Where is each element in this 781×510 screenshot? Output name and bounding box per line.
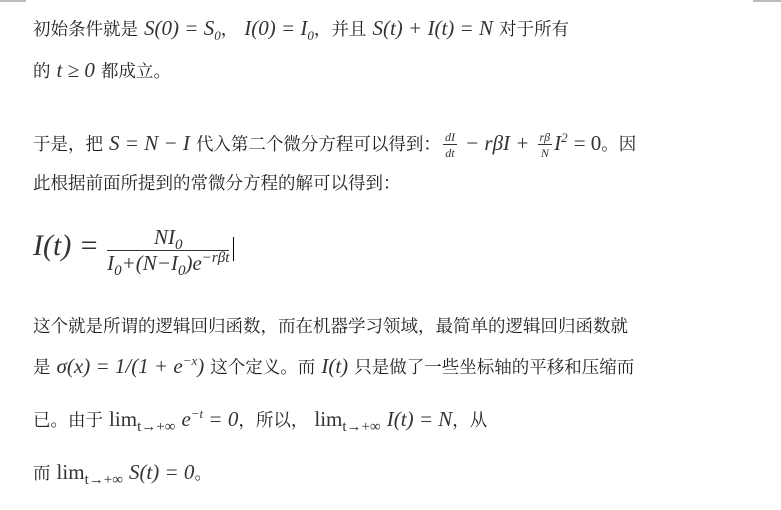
math-substitution: S = N − I [109,131,190,155]
math-limit-2 [314,407,381,435]
text: 的 [33,62,51,82]
paragraph-2-line-1 [33,131,636,159]
paragraph-3-line-4 [33,460,212,487]
text: 已。由于 [33,411,103,431]
math-exp-decay [181,407,238,431]
text: 这个就是所谓的逻辑回归函数，而在机器学习领域，最简单的逻辑回归函数就 [33,317,628,337]
math-t-geq-0: t ≥ 0 [56,58,95,82]
math-subscript: t→+∞ [342,419,381,435]
text: 只是做了一些坐标轴的平移和压缩而 [354,358,635,378]
math-subscript: t→+∞ [137,419,176,435]
text: 于是，把 [33,135,103,155]
paragraph-2-line-2 [33,171,401,196]
math-s-limit-zero: S(t) = 0 [128,460,195,484]
math-subscript: 0 [177,262,186,279]
math-superscript: 2 [561,130,568,145]
math-text: )e [185,250,202,275]
text: 此根据前面所提到的常微分方程的解可以得到： [33,174,401,194]
math-superscript: −rβt [201,249,230,266]
text: 对于所有 [499,20,569,40]
text: 初始条件就是 [33,20,138,40]
text: 这个定义。而 [210,358,316,378]
math-term: − rβI + [464,131,530,155]
fraction-denominator: N [540,146,549,160]
math-i-limit-n: I(t) = N [386,407,453,431]
logistic-solution-formula [33,222,234,279]
math-i0 [244,16,314,43]
math-text: lim [56,460,85,484]
text: 。因 [601,135,637,155]
math-s0 [144,16,221,43]
formula-denominator [107,249,230,279]
text: 而 [33,464,51,484]
math-text: S(0) = S [144,16,215,40]
formula-numerator [107,224,229,253]
text: ，并且 [313,20,367,40]
text: ，所以， [238,411,309,431]
math-text: lim [109,407,138,431]
math-limit-3 [56,460,123,488]
math-text: NI [154,224,175,249]
math-superscript: −t [190,406,204,421]
paragraph-3-line-3 [33,407,487,434]
math-text: I [107,250,115,275]
math-text: e [181,407,191,431]
fraction-denominator: dt [445,146,455,160]
math-equals-zero: = 0 [573,131,602,155]
math-subscript: 0 [307,28,314,43]
fraction-di-dt [443,131,457,159]
math-limit-1 [109,407,176,435]
text: 。 [194,464,212,484]
paragraph-1-line-2 [33,58,171,84]
math-text: σ(x) = 1/(1 + e [56,354,183,378]
paragraph-1-line-1 [33,16,569,43]
fraction-numerator: rβ [539,130,551,144]
math-text: ) [197,354,205,378]
math-sigmoid [57,354,205,378]
formula-fraction [107,224,230,279]
math-text: I [554,131,562,155]
paragraph-3-line-2 [33,354,634,381]
math-text: I(0) = I [244,16,308,40]
text: ，从 [452,411,488,431]
text: 是 [33,358,51,378]
text: 代入第二个微分方程可以得到： [195,135,441,155]
formula-lhs: I(t) = [33,229,100,262]
math-i-squared [554,131,568,155]
text: 都成立。 [100,62,171,82]
text-cursor [233,237,234,261]
top-right-edge-divider [753,0,781,2]
fraction-rbeta-n [538,131,553,159]
paragraph-3-line-1 [33,314,628,339]
math-text: = 0 [208,407,239,431]
punctuation: ， [220,20,239,40]
math-superscript: −x [182,353,198,368]
math-sum-equals-n: S(t) + I(t) = N [372,16,493,40]
math-text: lim [314,407,343,431]
math-subscript: 0 [214,28,221,43]
math-subscript: 0 [175,236,183,253]
math-i-of-t: I(t) [321,354,349,378]
fraction-numerator: dI [444,130,455,144]
math-text: +(N−I [121,250,178,275]
math-subscript: 0 [114,262,122,279]
math-subscript: t→+∞ [84,472,123,488]
top-left-edge-divider [0,0,26,2]
